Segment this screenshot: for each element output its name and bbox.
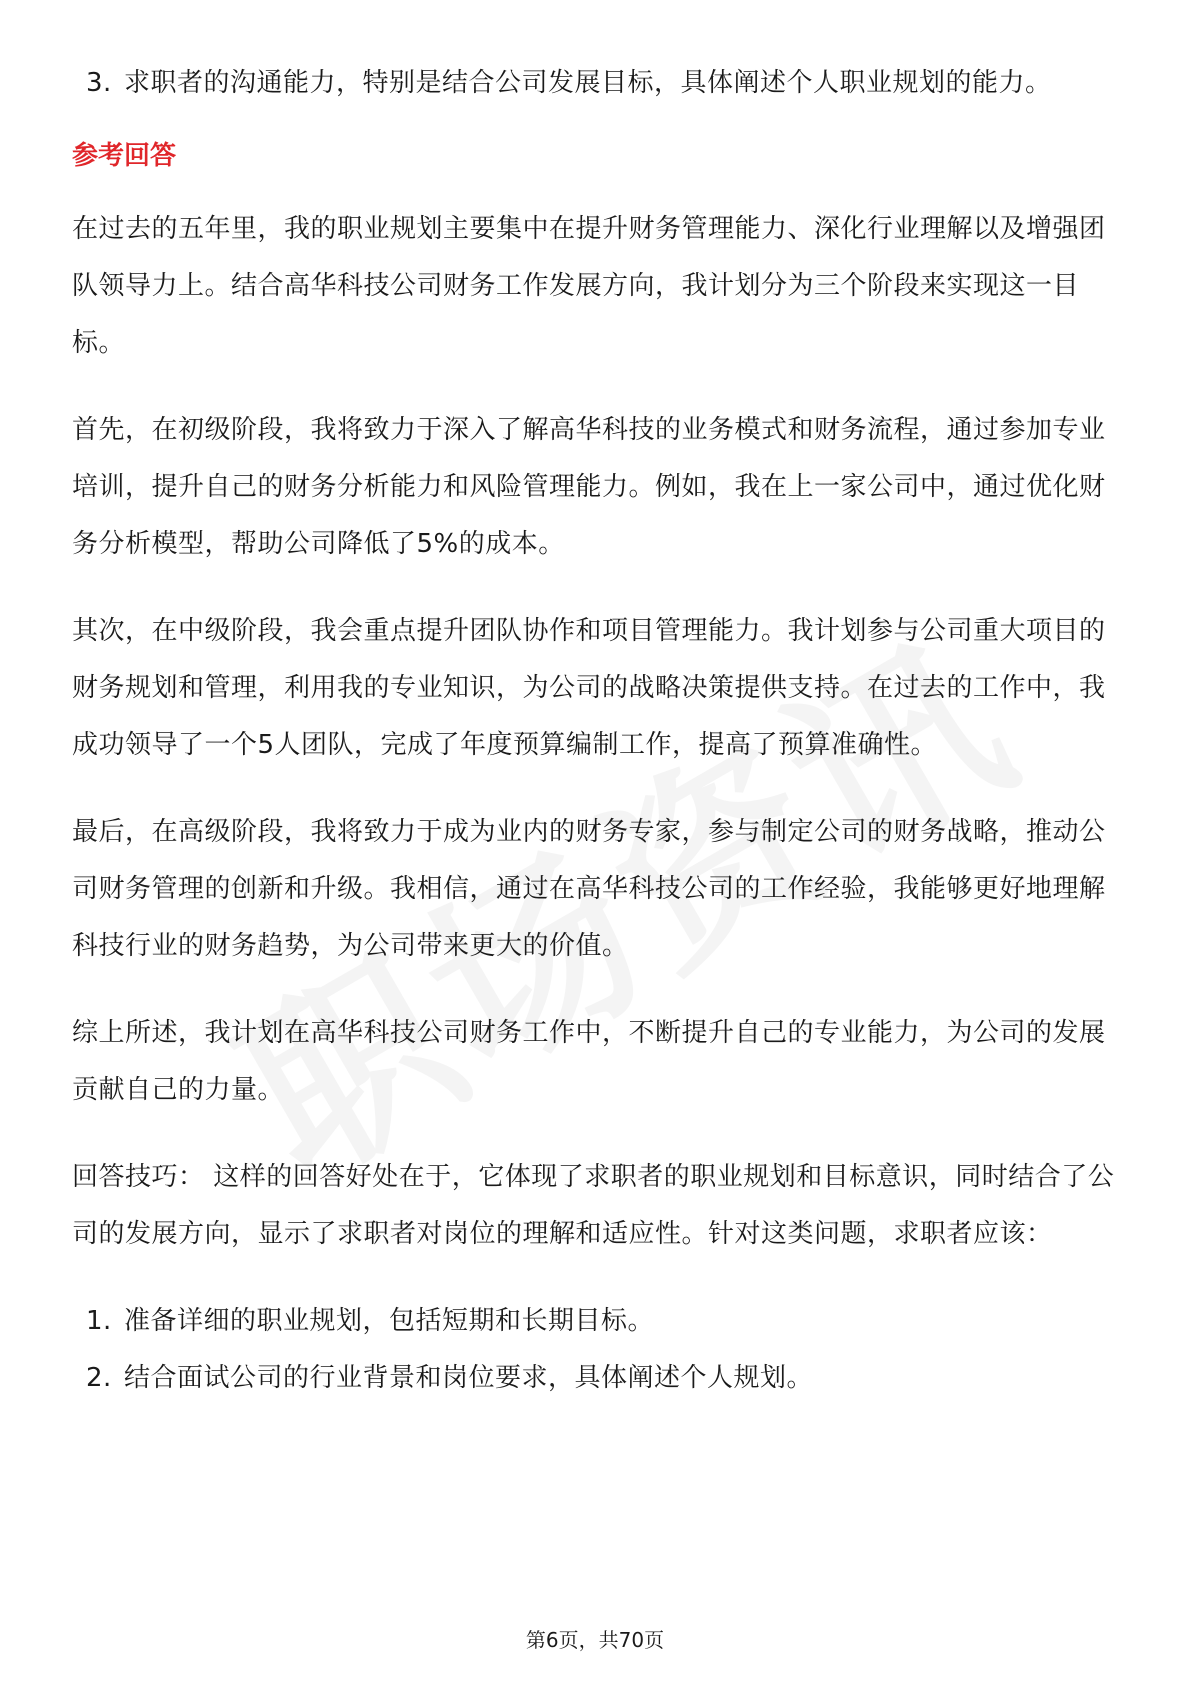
paragraph: 在过去的五年里，我的职业规划主要集中在提升财务管理能力、深化行业理解以及增强团队领导力上。结合高华科技公司财务工作发展方向，我计划分为三个阶段来实现这一目标。 [72,214,1106,358]
list-item [72,1350,1122,1407]
list-item [72,1293,1122,1350]
page-footer: 第6页，共70页 [525,1628,665,1652]
list-number: 1. [86,1306,112,1336]
list-text: 结合面试公司的行业背景和岗位要求，具体阐述个人规划。 [124,1363,814,1393]
paragraph: 其次，在中级阶段，我会重点提升团队协作和项目管理能力。我计划参与公司重大项目的财务规划和管理，利用我的专业知识，为公司的战略决策提供支持。在过去的工作中，我成功领导了一个5人团队，完成了年度预算编制工作，提高了预算准确性。 [72,616,1106,760]
list-item [72,55,1122,112]
list-text: 准备详细的职业规划，包括短期和长期目标。 [124,1306,655,1336]
paragraph: 综上所述，我计划在高华科技公司财务工作中，不断提升自己的专业能力，为公司的发展贡献自己的力量。 [72,1018,1106,1105]
section-heading: 参考回答 [72,141,177,171]
paragraph: 最后，在高级阶段，我将致力于成为业内的财务专家，参与制定公司的财务战略，推动公司财务管理的创新和升级。我相信，通过在高华科技公司的工作经验，我能够更好地理解科技行业的财务趋势，为公司带来更大的价值。 [72,817,1106,961]
list-text: 求职者的沟通能力，特别是结合公司发展目标，具体阐述个人职业规划的能力。 [124,68,1052,98]
tips-paragraph: 回答技巧： 这样的回答好处在于，它体现了求职者的职业规划和目标意识，同时结合了公司的发展方向，显示了求职者对岗位的理解和适应性。针对这类问题，求职者应该： [72,1162,1115,1249]
paragraph: 首先，在初级阶段，我将致力于深入了解高华科技的业务模式和财务流程，通过参加专业培训，提升自己的财务分析能力和风险管理能力。例如，我在上一家公司中，通过优化财务分析模型，帮助公司降低了5%的成本。 [72,415,1106,559]
content [72,55,1122,1407]
list-number: 2. [86,1363,112,1393]
list-number: 3. [86,68,112,98]
